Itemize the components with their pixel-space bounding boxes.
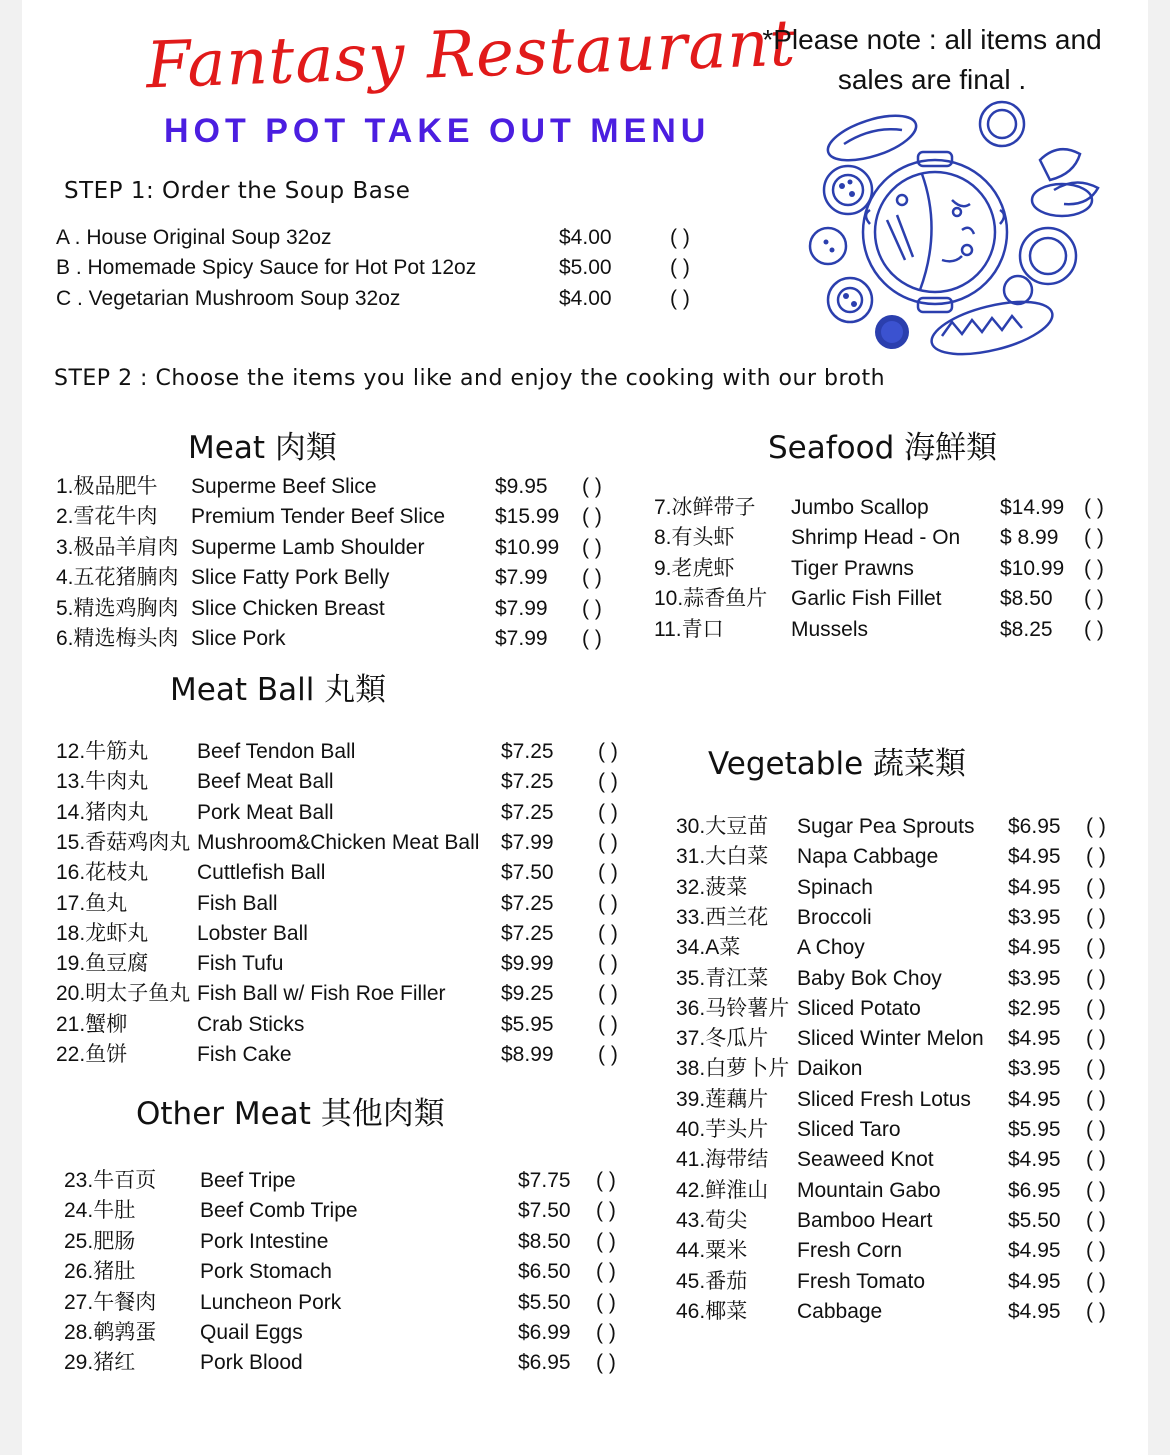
othermeat-item-row	[64, 1196, 626, 1226]
item-chinese-name: 37.冬瓜片	[676, 1027, 769, 1051]
item-chinese-name: 7.冰鲜带子	[654, 496, 756, 519]
order-checkbox[interactable]: ( )	[596, 1229, 616, 1253]
item-chinese-name: 3.极品羊肩肉	[56, 535, 179, 559]
vegetable-item-row	[676, 873, 1116, 903]
othermeat-item-row	[64, 1318, 626, 1348]
seafood-item-row	[654, 554, 1114, 584]
item-chinese-name: 20.明太子鱼丸	[56, 982, 191, 1006]
item-chinese-name: 10.蒜香鱼片	[654, 587, 768, 611]
seafood-heading: Seafood 海鮮類	[768, 430, 998, 466]
order-checkbox[interactable]: ( )	[598, 1012, 618, 1036]
meatball-item-row	[56, 919, 628, 949]
final-sale-note: *Please note : all items and sales are final .	[762, 24, 1102, 95]
item-english-name: Shrimp Head - On	[791, 526, 961, 550]
item-chinese-name: 45.番茄	[676, 1269, 748, 1293]
step1-label: STEP 1: Order the Soup Base	[64, 178, 411, 204]
item-price: $7.25	[501, 921, 554, 945]
item-chinese-name: 30.大豆苗	[676, 815, 769, 838]
order-checkbox[interactable]: ( )	[598, 982, 618, 1006]
order-checkbox[interactable]: ( )	[1086, 1178, 1106, 1202]
item-english-name: Premium Tender Beef Slice	[191, 505, 446, 529]
order-checkbox[interactable]: ( )	[1086, 996, 1106, 1020]
othermeat-item-row	[64, 1227, 626, 1257]
seafood-item-row	[654, 523, 1114, 553]
order-checkbox[interactable]: ( )	[582, 475, 602, 498]
item-chinese-name: 34.A菜	[676, 936, 741, 960]
item-chinese-name: 9.老虎虾	[654, 556, 735, 580]
vegetable-item-row	[676, 903, 1116, 933]
item-price: $4.95	[1008, 1239, 1061, 1263]
item-price: $4.95	[1008, 1148, 1061, 1172]
order-checkbox[interactable]: ( )	[598, 1043, 618, 1066]
item-price: $4.00	[559, 226, 612, 249]
seafood-item-row	[654, 615, 1114, 645]
item-chinese-name: 39.莲藕片	[676, 1087, 769, 1111]
order-checkbox[interactable]: ( )	[1084, 617, 1104, 641]
item-price: $7.25	[501, 800, 554, 824]
item-english-name: Mushroom&Chicken Meat Ball	[197, 830, 480, 854]
item-english-name: Beef Comb Tripe	[200, 1199, 358, 1223]
order-checkbox[interactable]: ( )	[598, 770, 618, 794]
item-chinese-name: 25.肥肠	[64, 1229, 136, 1253]
seafood-item-row	[654, 493, 1114, 523]
order-checkbox[interactable]: ( )	[598, 740, 618, 763]
item-english-name: Beef Tripe	[200, 1169, 296, 1192]
item-price: $4.95	[1008, 845, 1061, 869]
item-english-name: Sugar Pea Sprouts	[797, 815, 975, 838]
soup-row	[56, 284, 716, 314]
item-english-name: Slice Fatty Pork Belly	[191, 566, 390, 590]
item-price: $9.25	[501, 982, 554, 1006]
item-english-name: Sliced Fresh Lotus	[797, 1087, 971, 1111]
item-chinese-name: 21.蟹柳	[56, 1012, 128, 1036]
order-checkbox[interactable]: ( )	[1086, 905, 1106, 929]
item-price: $5.95	[1008, 1118, 1061, 1141]
item-price: $7.99	[501, 830, 554, 854]
item-name: C . Vegetarian Mushroom Soup 32oz	[56, 287, 401, 310]
order-checkbox[interactable]: ( )	[1086, 966, 1106, 990]
order-checkbox[interactable]: ( )	[1086, 845, 1106, 869]
order-checkbox[interactable]: ( )	[1084, 496, 1104, 519]
othermeat-item-row	[64, 1348, 626, 1378]
item-chinese-name: 17.鱼丸	[56, 891, 128, 915]
item-price: $10.99	[1000, 556, 1065, 580]
meatball-item-row	[56, 1040, 628, 1070]
item-chinese-name: 19.鱼豆腐	[56, 952, 149, 976]
order-checkbox[interactable]: ( )	[582, 566, 602, 590]
item-price: $6.95	[1008, 815, 1061, 838]
item-english-name: Sliced Taro	[797, 1118, 901, 1141]
item-chinese-name: 2.雪花牛肉	[56, 505, 158, 529]
vegetable-item-row	[676, 933, 1116, 963]
soup-row	[56, 223, 716, 253]
item-price: $7.99	[495, 596, 548, 620]
item-price: $4.95	[1008, 1299, 1061, 1323]
item-english-name: Cuttlefish Ball	[197, 861, 326, 885]
item-chinese-name: 18.龙虾丸	[56, 921, 149, 945]
item-english-name: Spinach	[797, 875, 873, 899]
item-english-name: Broccoli	[797, 905, 872, 929]
vegetable-item-row	[676, 1236, 1116, 1266]
item-english-name: Superme Beef Slice	[191, 475, 377, 498]
item-price: $7.50	[501, 861, 554, 885]
order-checkbox[interactable]: ( )	[598, 891, 618, 915]
item-chinese-name: 14.猪肉丸	[56, 800, 149, 824]
meatball-item-row	[56, 858, 628, 888]
meat-item-row	[56, 594, 612, 624]
vegetable-item-row	[676, 1024, 1116, 1054]
meat-item-row	[56, 533, 612, 563]
item-price: $8.25	[1000, 617, 1053, 641]
item-english-name: Pork Meat Ball	[197, 800, 334, 824]
item-english-name: Pork Intestine	[200, 1229, 329, 1253]
item-chinese-name: 5.精选鸡胸肉	[56, 596, 179, 620]
item-chinese-name: 11.青口	[654, 617, 724, 641]
item-price: $6.99	[518, 1321, 571, 1344]
item-chinese-name: 43.荀尖	[676, 1208, 748, 1232]
order-checkbox[interactable]: ( )	[1084, 526, 1104, 550]
item-english-name: Luncheon Pork	[200, 1290, 342, 1314]
item-chinese-name: 29.猪红	[64, 1351, 136, 1375]
item-english-name: Beef Meat Ball	[197, 770, 334, 794]
item-english-name: Baby Bok Choy	[797, 966, 942, 990]
item-english-name: Pork Stomach	[200, 1260, 332, 1284]
item-chinese-name: 23.牛百页	[64, 1169, 157, 1192]
order-checkbox[interactable]: ( )	[582, 596, 602, 620]
order-checkbox[interactable]: ( )	[1086, 815, 1106, 838]
order-checkbox[interactable]: ( )	[1086, 1269, 1106, 1293]
meatball-item-row	[56, 737, 628, 767]
item-english-name: Sliced Winter Melon	[797, 1027, 984, 1051]
item-price: $4.95	[1008, 1087, 1061, 1111]
item-price: $5.50	[1008, 1208, 1061, 1232]
order-checkbox[interactable]: ( )	[1086, 1118, 1106, 1141]
item-chinese-name: 33.西兰花	[676, 905, 769, 929]
item-price: $15.99	[495, 505, 560, 529]
item-price: $3.95	[1008, 1057, 1061, 1081]
item-chinese-name: 42.鲜淮山	[676, 1178, 769, 1202]
order-checkbox[interactable]: ( )	[670, 226, 690, 249]
restaurant-title: Fantasy Restaurant	[144, 6, 798, 104]
item-english-name: Fish Tufu	[197, 952, 284, 976]
item-english-name: Mountain Gabo	[797, 1178, 941, 1202]
step2-label: STEP 2 : Choose the items you like and enjoy the cooking with our broth	[54, 366, 886, 391]
order-checkbox[interactable]: ( )	[596, 1169, 616, 1192]
item-price: $3.95	[1008, 905, 1061, 929]
meatball-item-row	[56, 979, 628, 1009]
meat-item-row	[56, 502, 612, 532]
item-price: $7.99	[495, 627, 548, 650]
vegetable-item-row	[676, 1206, 1116, 1236]
meatball-item-row	[56, 1010, 628, 1040]
item-price: $7.75	[518, 1169, 571, 1192]
item-price: $14.99	[1000, 496, 1065, 519]
item-english-name: A Choy	[797, 936, 865, 960]
item-chinese-name: 28.鹌鹑蛋	[64, 1321, 157, 1344]
item-chinese-name: 35.青江菜	[676, 966, 769, 990]
vegetable-item-row	[676, 1145, 1116, 1175]
item-english-name: Fish Ball	[197, 891, 278, 915]
meatball-item-row	[56, 767, 628, 797]
item-price: $4.00	[559, 287, 612, 310]
item-english-name: Pork Blood	[200, 1351, 303, 1375]
order-checkbox[interactable]: ( )	[582, 535, 602, 559]
item-english-name: Bamboo Heart	[797, 1208, 933, 1232]
order-checkbox[interactable]: ( )	[1084, 587, 1104, 611]
item-chinese-name: 38.白萝卜片	[676, 1057, 790, 1081]
order-checkbox[interactable]: ( )	[582, 505, 602, 529]
item-english-name: Tiger Prawns	[791, 556, 914, 580]
vegetable-item-row	[676, 1297, 1116, 1327]
item-chinese-name: 27.午餐肉	[64, 1290, 157, 1314]
othermeat-item-row	[64, 1288, 626, 1318]
item-english-name: Fresh Corn	[797, 1239, 903, 1263]
othermeat-item-row	[64, 1166, 626, 1196]
meat-heading: Meat 肉類	[188, 430, 337, 466]
item-price: $7.25	[501, 891, 554, 915]
item-english-name: Lobster Ball	[197, 921, 308, 945]
order-checkbox[interactable]: ( )	[670, 287, 690, 310]
meat-item-row	[56, 624, 612, 654]
item-price: $ 8.99	[1000, 526, 1059, 550]
item-price: $5.00	[559, 256, 612, 279]
order-checkbox[interactable]: ( )	[598, 800, 618, 824]
meatball-heading: Meat Ball 丸類	[170, 672, 387, 708]
vegetable-item-row	[676, 964, 1116, 994]
item-chinese-name: 12.牛筋丸	[56, 740, 149, 763]
item-chinese-name: 24.牛肚	[64, 1199, 136, 1223]
order-checkbox[interactable]: ( )	[670, 256, 690, 279]
item-english-name: Quail Eggs	[200, 1321, 303, 1344]
meatball-item-row	[56, 889, 628, 919]
item-price: $5.50	[518, 1290, 571, 1314]
order-checkbox[interactable]: ( )	[1084, 556, 1104, 580]
item-english-name: Napa Cabbage	[797, 845, 939, 869]
vegetable-item-row	[676, 1085, 1116, 1115]
item-english-name: Crab Sticks	[197, 1012, 305, 1036]
order-checkbox[interactable]: ( )	[596, 1290, 616, 1314]
item-english-name: Slice Chicken Breast	[191, 596, 385, 620]
order-checkbox[interactable]: ( )	[596, 1260, 616, 1284]
order-checkbox[interactable]: ( )	[598, 830, 618, 854]
vegetable-item-row	[676, 812, 1116, 842]
order-checkbox[interactable]: ( )	[596, 1321, 616, 1344]
item-price: $8.50	[1000, 587, 1053, 611]
item-price: $4.95	[1008, 875, 1061, 899]
item-chinese-name: 40.芋头片	[676, 1118, 769, 1141]
item-chinese-name: 36.马铃薯片	[676, 996, 790, 1020]
menu-subtitle: HOT POT TAKE OUT MENU	[164, 112, 711, 150]
vegetable-item-row	[676, 994, 1116, 1024]
item-chinese-name: 15.香菇鸡肉丸	[56, 830, 191, 854]
order-checkbox[interactable]: ( )	[598, 952, 618, 976]
item-price: $8.99	[501, 1043, 554, 1066]
vegetable-item-row	[676, 842, 1116, 872]
item-english-name: Mussels	[791, 617, 869, 641]
order-checkbox[interactable]: ( )	[1086, 875, 1106, 899]
item-english-name: Garlic Fish Fillet	[791, 587, 942, 611]
item-price: $2.95	[1008, 996, 1061, 1020]
item-chinese-name: 4.五花猪腩肉	[56, 566, 179, 590]
item-english-name: Fresh Tomato	[797, 1269, 925, 1293]
item-name: A . House Original Soup 32oz	[56, 226, 332, 249]
vegetable-item-row	[676, 1054, 1116, 1084]
item-price: $9.99	[501, 952, 554, 976]
order-checkbox[interactable]: ( )	[1086, 1148, 1106, 1172]
vegetable-item-row	[676, 1267, 1116, 1297]
item-name: B . Homemade Spicy Sauce for Hot Pot 12oz	[56, 256, 477, 279]
item-price: $4.95	[1008, 936, 1061, 960]
item-price: $7.50	[518, 1199, 571, 1223]
order-checkbox[interactable]: ( )	[1086, 936, 1106, 960]
item-chinese-name: 41.海带结	[676, 1148, 769, 1172]
meatball-item-row	[56, 798, 628, 828]
item-chinese-name: 44.粟米	[676, 1239, 748, 1263]
seafood-item-row	[654, 584, 1114, 614]
item-english-name: Cabbage	[797, 1299, 883, 1323]
item-chinese-name: 26.猪肚	[64, 1260, 136, 1284]
item-english-name: Sliced Potato	[797, 996, 921, 1020]
vegetable-item-row	[676, 1176, 1116, 1206]
item-english-name: Daikon	[797, 1057, 863, 1081]
order-checkbox[interactable]: ( )	[1086, 1299, 1106, 1323]
order-checkbox[interactable]: ( )	[596, 1351, 616, 1375]
item-chinese-name: 22.鱼饼	[56, 1043, 128, 1066]
item-english-name: Slice Pork	[191, 627, 286, 650]
item-chinese-name: 32.菠菜	[676, 875, 748, 899]
order-checkbox[interactable]: ( )	[1086, 1027, 1106, 1051]
meatball-item-row	[56, 828, 628, 858]
item-chinese-name: 1.极品肥牛	[56, 475, 158, 498]
order-checkbox[interactable]: ( )	[1086, 1208, 1106, 1232]
item-english-name: Superme Lamb Shoulder	[191, 535, 425, 559]
order-checkbox[interactable]: ( )	[598, 861, 618, 885]
item-english-name: Beef Tendon Ball	[197, 740, 356, 763]
item-english-name: Seaweed Knot	[797, 1148, 934, 1172]
meat-item-row	[56, 563, 612, 593]
item-english-name: Jumbo Scallop	[791, 496, 929, 519]
item-price: $10.99	[495, 535, 560, 559]
order-checkbox[interactable]: ( )	[598, 921, 618, 945]
hot-pot-illustration-icon	[792, 100, 1122, 368]
othermeat-heading: Other Meat 其他肉類	[136, 1096, 445, 1132]
vegetable-heading: Vegetable 蔬菜類	[708, 746, 966, 782]
order-checkbox[interactable]: ( )	[596, 1199, 616, 1223]
item-price: $6.50	[518, 1260, 571, 1284]
item-chinese-name: 8.有头虾	[654, 526, 735, 550]
item-chinese-name: 6.精选梅头肉	[56, 627, 179, 650]
item-price: $7.25	[501, 740, 554, 763]
meatball-item-row	[56, 949, 628, 979]
item-price: $7.99	[495, 566, 548, 590]
item-english-name: Fish Cake	[197, 1043, 292, 1066]
othermeat-item-row	[64, 1257, 626, 1287]
item-price: $7.25	[501, 770, 554, 794]
item-price: $3.95	[1008, 966, 1061, 990]
item-english-name: Fish Ball w/ Fish Roe Filler	[197, 982, 446, 1006]
soup-row	[56, 253, 716, 283]
order-checkbox[interactable]: ( )	[1086, 1057, 1106, 1081]
item-chinese-name: 31.大白菜	[676, 845, 769, 869]
item-price: $8.50	[518, 1229, 571, 1253]
vegetable-item-row	[676, 1115, 1116, 1145]
order-checkbox[interactable]: ( )	[1086, 1087, 1106, 1111]
meat-item-row	[56, 472, 612, 502]
item-price: $4.95	[1008, 1027, 1061, 1051]
item-price: $5.95	[501, 1012, 554, 1036]
item-price: $9.95	[495, 475, 548, 498]
item-chinese-name: 16.花枝丸	[56, 861, 149, 885]
item-price: $6.95	[518, 1351, 571, 1375]
item-price: $4.95	[1008, 1269, 1061, 1293]
order-checkbox[interactable]: ( )	[1086, 1239, 1106, 1263]
order-checkbox[interactable]: ( )	[582, 627, 602, 650]
menu-page	[22, 0, 1148, 1455]
item-chinese-name: 46.椰菜	[676, 1299, 748, 1323]
item-price: $6.95	[1008, 1178, 1061, 1202]
item-chinese-name: 13.牛肉丸	[56, 770, 149, 794]
